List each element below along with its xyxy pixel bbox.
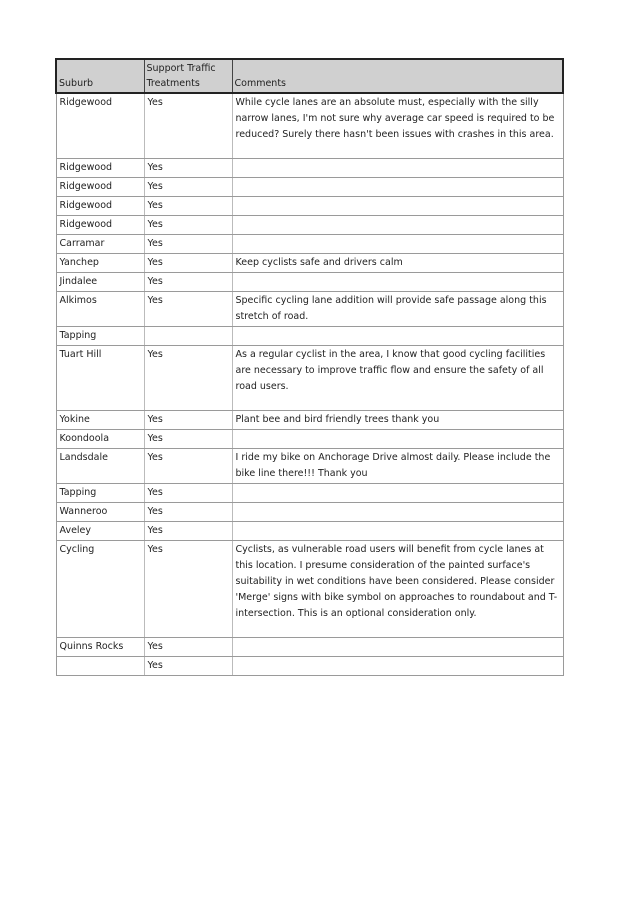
- table-row: [56, 449, 563, 484]
- suburb-cell: Carramar: [56, 235, 144, 254]
- comment-cell: [232, 273, 563, 292]
- suburb-cell: Koondoola: [56, 430, 144, 449]
- comment-cell: [232, 430, 563, 449]
- comment-cell: [232, 159, 563, 178]
- table-row: [56, 273, 563, 292]
- table-row: [56, 411, 563, 430]
- support-cell: Yes: [144, 522, 232, 541]
- suburb-cell: Tapping: [56, 484, 144, 503]
- support-cell: Yes: [144, 216, 232, 235]
- table-row: [56, 235, 563, 254]
- table-row: [56, 657, 563, 676]
- support-cell: Yes: [144, 503, 232, 522]
- table-row: [56, 638, 563, 657]
- support-cell: Yes: [144, 197, 232, 216]
- table-row: [56, 254, 563, 273]
- support-cell: Yes: [144, 235, 232, 254]
- suburb-cell: Wanneroo: [56, 503, 144, 522]
- table-row: [56, 178, 563, 197]
- suburb-cell: Yanchep: [56, 254, 144, 273]
- support-cell: Yes: [144, 430, 232, 449]
- comment-cell: [232, 197, 563, 216]
- suburb-cell: Ridgewood: [56, 93, 144, 159]
- table-row: [56, 327, 563, 346]
- table-row: [56, 484, 563, 503]
- support-cell: [144, 327, 232, 346]
- suburb-cell: Jindalee: [56, 273, 144, 292]
- comment-cell: Plant bee and bird friendly trees thank you: [232, 411, 563, 430]
- suburb-cell: Ridgewood: [56, 159, 144, 178]
- table-row: [56, 430, 563, 449]
- comment-cell: Keep cyclists safe and drivers calm: [232, 254, 563, 273]
- header-row: [56, 59, 563, 93]
- support-cell: Yes: [144, 346, 232, 411]
- comment-cell: Cyclists, as vulnerable road users will benefit from cycle lanes at this location. I presume consideration of the painted surface's suitability in wet conditions have been considered. Please consider 'Merge' signs with bike symbol on approaches to roundabout and T-intersection. This is an optional consideration only.: [232, 541, 563, 638]
- comment-cell: [232, 327, 563, 346]
- support-cell: Yes: [144, 449, 232, 484]
- suburb-cell: Tuart Hill: [56, 346, 144, 411]
- suburb-cell: Tapping: [56, 327, 144, 346]
- comment-cell: [232, 503, 563, 522]
- support-cell: Yes: [144, 254, 232, 273]
- support-cell: Yes: [144, 657, 232, 676]
- support-cell: Yes: [144, 541, 232, 638]
- comment-cell: [232, 484, 563, 503]
- comment-cell: [232, 522, 563, 541]
- support-cell: Yes: [144, 292, 232, 327]
- table-row: [56, 503, 563, 522]
- table-row: [56, 346, 563, 411]
- table-row: [56, 292, 563, 327]
- comment-cell: Specific cycling lane addition will provide safe passage along this stretch of road.: [232, 292, 563, 327]
- suburb-cell: Aveley: [56, 522, 144, 541]
- header-suburb: Suburb: [56, 59, 144, 93]
- table-row: [56, 197, 563, 216]
- comment-cell: [232, 638, 563, 657]
- support-cell: Yes: [144, 638, 232, 657]
- responses-table: [55, 58, 564, 676]
- support-cell: Yes: [144, 273, 232, 292]
- table-body: [56, 93, 563, 676]
- header-comments: Comments: [232, 59, 563, 93]
- table-row: [56, 522, 563, 541]
- comment-cell: I ride my bike on Anchorage Drive almost daily. Please include the bike line there!!! Thank you: [232, 449, 563, 484]
- suburb-cell: Cycling: [56, 541, 144, 638]
- support-cell: Yes: [144, 93, 232, 159]
- support-cell: Yes: [144, 178, 232, 197]
- table-row: [56, 93, 563, 159]
- comment-cell: [232, 178, 563, 197]
- header-support: Support Traffic Treatments: [144, 59, 232, 93]
- comment-cell: As a regular cyclist in the area, I know that good cycling facilities are necessary to improve traffic flow and ensure the safety of all road users.: [232, 346, 563, 411]
- table-row: [56, 159, 563, 178]
- comment-cell: [232, 657, 563, 676]
- suburb-cell: Yokine: [56, 411, 144, 430]
- suburb-cell: Quinns Rocks: [56, 638, 144, 657]
- comment-cell: While cycle lanes are an absolute must, especially with the silly narrow lanes, I'm not sure why average car speed is required to be reduced? Surely there hasn't been issues with crashes in this area.: [232, 93, 563, 159]
- survey-sheet: [55, 58, 562, 676]
- support-cell: Yes: [144, 484, 232, 503]
- support-cell: Yes: [144, 159, 232, 178]
- suburb-cell: Landsdale: [56, 449, 144, 484]
- suburb-cell: Ridgewood: [56, 216, 144, 235]
- table-row: [56, 216, 563, 235]
- table-row: [56, 541, 563, 638]
- comment-cell: [232, 216, 563, 235]
- suburb-cell: Ridgewood: [56, 178, 144, 197]
- suburb-cell: Ridgewood: [56, 197, 144, 216]
- support-cell: Yes: [144, 411, 232, 430]
- suburb-cell: [56, 657, 144, 676]
- suburb-cell: Alkimos: [56, 292, 144, 327]
- comment-cell: [232, 235, 563, 254]
